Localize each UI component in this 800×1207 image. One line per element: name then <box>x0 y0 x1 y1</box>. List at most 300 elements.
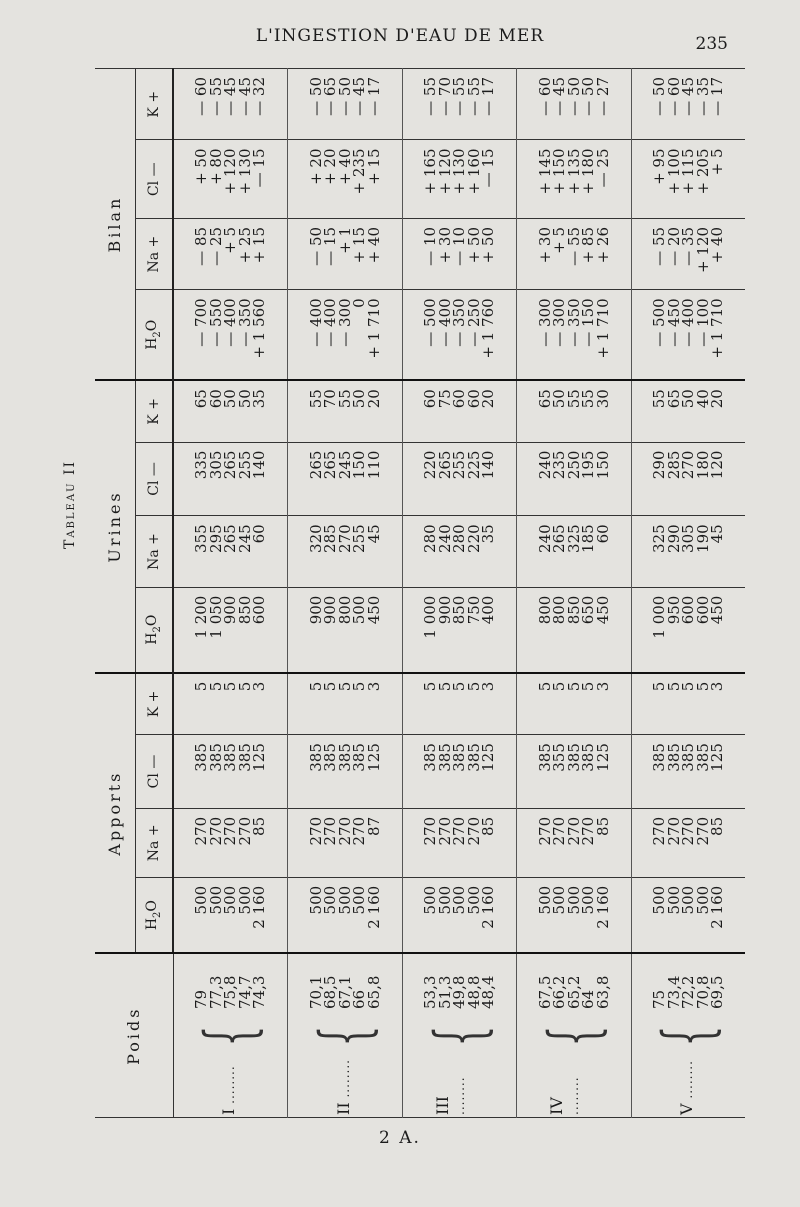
cell-value: 270 <box>550 816 569 846</box>
table-row <box>288 69 402 1118</box>
cell-value: 5 <box>306 681 325 692</box>
cell-value: 500 <box>535 885 554 915</box>
cell-value: 50 <box>350 389 369 409</box>
cell-value: — 55 <box>421 77 440 116</box>
urines-cl-cell <box>402 442 516 516</box>
urines-cl-cell <box>631 442 745 516</box>
poids-value: 48,4 <box>479 975 498 1009</box>
bilan-na-cell <box>631 218 745 289</box>
cell-value: 5 <box>564 681 583 692</box>
cell-value: — 25 <box>206 226 225 266</box>
cell-value: — 50 <box>306 77 325 116</box>
cell-value: — 45 <box>235 77 254 116</box>
cell-value: 20 <box>479 389 498 409</box>
cell-value: + 30 <box>535 226 554 264</box>
cell-value: 1 000 <box>650 595 669 639</box>
cell-value: + 1 710 <box>708 298 727 359</box>
cell-value: + 180 <box>579 148 598 195</box>
cell-value: 270 <box>564 816 583 846</box>
cell-value: 5 <box>464 681 483 692</box>
cell-value: 55 <box>306 389 325 409</box>
cell-value: 125 <box>708 743 727 772</box>
apports-k-cell <box>288 673 402 735</box>
cell-value: 265 <box>306 450 325 480</box>
cell-value: 500 <box>192 885 211 915</box>
cell-value: 55 <box>564 389 583 409</box>
cell-value: 265 <box>435 450 454 480</box>
poids-value: 72,2 <box>679 975 698 1009</box>
cell-value: 385 <box>664 743 683 772</box>
apports-cl-cell <box>288 735 402 809</box>
cell-value: + 50 <box>479 226 498 264</box>
bilan-na-cell <box>402 218 516 289</box>
cell-value: 120 <box>708 450 727 480</box>
cell-value: + 15 <box>350 226 369 264</box>
cell-value: 270 <box>435 816 454 846</box>
cell-value: 2 160 <box>593 885 612 929</box>
cell-value: — 150 <box>579 298 598 347</box>
cell-value: — 17 <box>364 77 383 116</box>
cell-value: 500 <box>221 885 240 915</box>
cell-value: — 55 <box>464 77 483 116</box>
cell-value: 270 <box>350 816 369 846</box>
cell-value: 20 <box>364 389 383 409</box>
cell-value: 55 <box>579 389 598 409</box>
bilan-na-cell <box>173 218 288 289</box>
cell-value: 900 <box>221 595 240 625</box>
cell-value: — 27 <box>593 77 612 116</box>
bilan-h2o-cell <box>402 290 516 380</box>
cell-value: 65 <box>664 389 683 409</box>
poids-value: 77,3 <box>206 975 225 1009</box>
cell-value: 270 <box>206 816 225 846</box>
cell-value: 500 <box>664 885 683 915</box>
cell-value: — 300 <box>550 298 569 347</box>
cell-value: — 35 <box>679 226 698 266</box>
apports-cl-cell <box>402 735 516 809</box>
cell-value: + 1 <box>335 226 354 254</box>
brace-icon: { <box>420 1025 498 1047</box>
cell-value: + 130 <box>235 148 254 195</box>
cell-value: 270 <box>450 816 469 846</box>
poids-value: 70,1 <box>306 975 325 1009</box>
cell-value: 50 <box>235 389 254 409</box>
cell-value: 650 <box>579 595 598 625</box>
poids-cell <box>173 953 288 1117</box>
bilan-k-cell <box>517 69 631 140</box>
cell-value: — 15 <box>250 148 269 188</box>
cell-value: 50 <box>679 389 698 409</box>
cell-value: + 135 <box>564 148 583 195</box>
cell-value: 500 <box>679 885 698 915</box>
cell-value: 385 <box>579 743 598 772</box>
cell-value: + 15 <box>364 148 383 185</box>
apports-header: Apports <box>95 673 136 954</box>
cell-value: — 45 <box>221 77 240 116</box>
cell-value: 5 <box>206 681 225 692</box>
cell-value: 270 <box>679 450 698 480</box>
leader-dots: ........ <box>338 1059 353 1103</box>
apports-k-cell <box>402 673 516 735</box>
cell-value: 270 <box>650 816 669 846</box>
cell-value: 900 <box>435 595 454 625</box>
cell-value: 60 <box>206 389 225 409</box>
bilan-na-cell <box>288 218 402 289</box>
cell-value: — 400 <box>306 298 325 347</box>
cell-value: 240 <box>435 524 454 553</box>
cell-value: 270 <box>421 816 440 846</box>
cell-value: 320 <box>306 524 325 553</box>
bilan-header: Bilan <box>95 69 136 381</box>
urines-h2o-cell <box>173 587 288 673</box>
cell-value: 270 <box>192 816 211 846</box>
cell-value: — 300 <box>335 298 354 347</box>
cell-value: + 1 560 <box>250 298 269 359</box>
cell-value: 385 <box>421 743 440 772</box>
cell-value: + 40 <box>364 226 383 264</box>
urines-na-cell <box>288 516 402 587</box>
cell-value: 850 <box>564 595 583 625</box>
cell-value: + 20 <box>321 148 340 185</box>
leader-dots: ........ <box>452 1076 467 1115</box>
apports-k-cell <box>631 673 745 735</box>
cell-value: 285 <box>664 450 683 480</box>
cell-value: 290 <box>664 524 683 553</box>
cell-value: 60 <box>464 389 483 409</box>
cell-value: 500 <box>350 595 369 625</box>
cell-value: 140 <box>479 450 498 480</box>
cell-value: — 45 <box>679 77 698 116</box>
cell-value: — 45 <box>550 77 569 116</box>
poids-value: 70,8 <box>693 975 712 1009</box>
urines-h2o-cell <box>517 587 631 673</box>
cell-value: + 130 <box>450 148 469 195</box>
urines-header: Urines <box>95 380 136 673</box>
cell-value: — 50 <box>306 226 325 266</box>
table-row <box>517 69 631 1118</box>
cell-value: + 25 <box>235 226 254 264</box>
apports-na-cell <box>631 808 745 877</box>
cell-value: 500 <box>693 885 712 915</box>
cell-value: + 1 710 <box>593 298 612 359</box>
bilan-cl-cell <box>402 140 516 218</box>
cell-value: 125 <box>250 743 269 772</box>
bilan-cl-cell <box>517 140 631 218</box>
cell-value: 2 160 <box>479 885 498 929</box>
subject-numeral: II <box>334 1102 354 1115</box>
cell-value: 305 <box>206 450 225 480</box>
brace-icon: { <box>191 1025 269 1047</box>
cell-value: — 17 <box>479 77 498 116</box>
bilan-na-cell <box>517 218 631 289</box>
cell-value: 385 <box>450 743 469 772</box>
cell-value: 5 <box>221 681 240 692</box>
poids-value: 67,1 <box>335 975 354 1009</box>
cell-value: + 160 <box>464 148 483 195</box>
cell-value: 5 <box>693 681 712 692</box>
cell-value: 75 <box>435 389 454 409</box>
cell-value: 150 <box>593 450 612 480</box>
cell-value: 60 <box>421 389 440 409</box>
cell-value: 3 <box>250 681 269 692</box>
cell-value: 255 <box>450 450 469 480</box>
poids-value: 68,5 <box>321 975 340 1009</box>
cell-value: — 400 <box>435 298 454 347</box>
urines-cl-cell <box>173 442 288 516</box>
cell-value: 265 <box>321 450 340 480</box>
cell-value: 500 <box>306 885 325 915</box>
cell-value: 385 <box>679 743 698 772</box>
cell-value: 5 <box>235 681 254 692</box>
cell-value: 60 <box>593 524 612 544</box>
cell-value: 30 <box>593 389 612 409</box>
cell-value: — 60 <box>192 77 211 116</box>
cell-value: 5 <box>664 681 683 692</box>
poids-values <box>423 970 496 1009</box>
cell-value: 5 <box>535 681 554 692</box>
cell-value: 500 <box>564 885 583 915</box>
bilan-h2o-header: $H_2O$ <box>136 290 174 380</box>
cell-value: 500 <box>350 885 369 915</box>
apports-k-header: K + <box>136 673 174 735</box>
cell-value: 255 <box>350 524 369 553</box>
cell-value: — 400 <box>679 298 698 347</box>
cell-value: 850 <box>450 595 469 625</box>
cell-value: 235 <box>550 450 569 480</box>
cell-value: 5 <box>350 681 369 692</box>
apports-na-cell <box>173 808 288 877</box>
page-number: 235 <box>695 34 728 54</box>
cell-value: 385 <box>306 743 325 772</box>
cell-value: + 80 <box>206 148 225 185</box>
cell-value: — 250 <box>464 298 483 347</box>
poids-value: 65,8 <box>364 975 383 1009</box>
cell-value: + 150 <box>550 148 569 195</box>
cell-value: 5 <box>550 681 569 692</box>
cell-value: 355 <box>192 524 211 553</box>
cell-value: 270 <box>235 816 254 846</box>
cell-value: 285 <box>321 524 340 553</box>
apports-h2o-header: $H_2O$ <box>136 877 174 953</box>
cell-value: + 115 <box>679 148 698 195</box>
cell-value: — 400 <box>221 298 240 347</box>
table-row <box>173 69 288 1118</box>
urines-cl-header: Cl — <box>136 442 174 516</box>
cell-value: + 1 760 <box>479 298 498 359</box>
cell-value: 280 <box>450 524 469 553</box>
cell-value: 385 <box>564 743 583 772</box>
cell-value: 800 <box>335 595 354 625</box>
cell-value: 65 <box>535 389 554 409</box>
cell-value: 220 <box>421 450 440 480</box>
cell-value: — 55 <box>206 77 225 116</box>
signature-mark: 2 A. <box>379 1128 421 1148</box>
cell-value: 265 <box>221 524 240 553</box>
cell-value: 270 <box>535 816 554 846</box>
cell-value: 35 <box>479 524 498 544</box>
poids-value: 67,5 <box>535 975 554 1009</box>
cell-value: + 100 <box>664 148 683 195</box>
cell-value: 20 <box>708 389 727 409</box>
bilan-h2o-cell <box>173 290 288 380</box>
cell-value: — 55 <box>450 77 469 116</box>
cell-value: 600 <box>693 595 712 625</box>
table-row <box>402 69 516 1118</box>
cell-value: 325 <box>650 524 669 553</box>
cell-value: 385 <box>435 743 454 772</box>
cell-value: 245 <box>235 524 254 553</box>
urines-k-cell <box>517 380 631 442</box>
cell-value: 270 <box>679 816 698 846</box>
cell-value: 0 <box>350 298 369 308</box>
cell-value: 5 <box>421 681 440 692</box>
urines-h2o-cell <box>402 587 516 673</box>
cell-value: 500 <box>206 885 225 915</box>
cell-value: + 1 710 <box>364 298 383 359</box>
cell-value: + 120 <box>221 148 240 195</box>
table-row <box>631 69 745 1118</box>
cell-value: — 55 <box>650 226 669 266</box>
cell-value: 270 <box>321 816 340 846</box>
cell-value: 2 160 <box>708 885 727 929</box>
cell-value: 240 <box>535 524 554 553</box>
apports-k-cell <box>517 673 631 735</box>
cell-value: 1 200 <box>192 595 211 639</box>
cell-value: 385 <box>192 743 211 772</box>
cell-value: 385 <box>235 743 254 772</box>
cell-value: 125 <box>479 743 498 772</box>
urines-na-header: Na + <box>136 516 174 587</box>
cell-value: + 15 <box>250 226 269 264</box>
table-title: Tableau II <box>62 459 78 549</box>
cell-value: + 50 <box>464 226 483 264</box>
cell-value: 270 <box>221 816 240 846</box>
cell-value: 125 <box>364 743 383 772</box>
cell-value: — 15 <box>479 148 498 188</box>
cell-value: + 235 <box>350 148 369 195</box>
cell-value: 385 <box>464 743 483 772</box>
cell-value: — 450 <box>664 298 683 347</box>
apports-cl-header: Cl — <box>136 735 174 809</box>
cell-value: — 85 <box>192 226 211 266</box>
apports-k-cell <box>173 673 288 735</box>
subject-numeral: V <box>677 1103 697 1115</box>
apports-h2o-cell <box>517 877 631 953</box>
cell-value: — 350 <box>450 298 469 347</box>
cell-value: 800 <box>550 595 569 625</box>
cell-value: 190 <box>693 524 712 553</box>
urines-h2o-header: $H_2O$ <box>136 587 174 673</box>
cell-value: 40 <box>693 389 712 409</box>
leader-dots: ........ <box>223 1065 238 1109</box>
cell-value: 280 <box>421 524 440 553</box>
cell-value: 5 <box>650 681 669 692</box>
cell-value: 1 000 <box>421 595 440 639</box>
subject-numeral: IV <box>546 1097 566 1115</box>
cell-value: 385 <box>650 743 669 772</box>
cell-value: + 30 <box>435 226 454 264</box>
bilan-k-header: K + <box>136 69 174 140</box>
urines-na-cell <box>402 516 516 587</box>
cell-value: 850 <box>235 595 254 625</box>
cell-value: 5 <box>192 681 211 692</box>
cell-value: — 55 <box>564 226 583 266</box>
cell-value: 500 <box>464 885 483 915</box>
subject-label <box>221 1057 237 1115</box>
cell-value: 5 <box>450 681 469 692</box>
cell-value: 150 <box>350 450 369 480</box>
bilan-h2o-cell <box>517 290 631 380</box>
poids-value: 51,3 <box>435 975 454 1009</box>
cell-value: — 50 <box>335 77 354 116</box>
cell-value: 500 <box>335 885 354 915</box>
cell-value: 500 <box>321 885 340 915</box>
brace-icon: { <box>649 1025 727 1047</box>
urines-k-cell <box>631 380 745 442</box>
bilan-k-cell <box>631 69 745 140</box>
cell-value: 55 <box>650 389 669 409</box>
apports-h2o-cell <box>288 877 402 953</box>
bilan-na-header: Na + <box>136 218 174 289</box>
cell-value: 35 <box>250 389 269 409</box>
cell-value: — 100 <box>693 298 712 347</box>
cell-value: 3 <box>479 681 498 692</box>
cell-value: 70 <box>321 389 340 409</box>
cell-value: 385 <box>693 743 712 772</box>
cell-value: 295 <box>206 524 225 553</box>
poids-values <box>535 970 612 1009</box>
cell-value: — 300 <box>535 298 554 347</box>
cell-value: 600 <box>679 595 698 625</box>
cell-value: 2 160 <box>364 885 383 929</box>
poids-value: 66 <box>350 989 369 1009</box>
cell-value: 220 <box>464 524 483 553</box>
cell-value: + 205 <box>693 148 712 195</box>
cell-value: 500 <box>421 885 440 915</box>
poids-value: 63,8 <box>593 975 612 1009</box>
urines-na-cell <box>631 516 745 587</box>
poids-values <box>194 970 267 1009</box>
cell-value: 270 <box>664 816 683 846</box>
urines-h2o-cell <box>631 587 745 673</box>
cell-value: 335 <box>192 450 211 480</box>
urines-k-cell <box>173 380 288 442</box>
cell-value: + 5 <box>221 226 240 254</box>
poids-value: 74,7 <box>235 975 254 1009</box>
cell-value: — 350 <box>564 298 583 347</box>
poids-values <box>306 970 383 1009</box>
cell-value: 180 <box>693 450 712 480</box>
cell-value: 750 <box>464 595 483 625</box>
leader-dots: ........ <box>566 1076 581 1115</box>
urines-na-cell <box>517 516 631 587</box>
cell-value: — 25 <box>593 148 612 188</box>
poids-value: 73,4 <box>664 975 683 1009</box>
poids-cell <box>631 953 745 1117</box>
poids-value: 75,8 <box>221 975 240 1009</box>
urines-cl-cell <box>517 442 631 516</box>
cell-value: + 40 <box>708 226 727 264</box>
running-title: L'INGESTION D'EAU DE MER <box>255 26 545 46</box>
urines-na-cell <box>173 516 288 587</box>
cell-value: 500 <box>550 885 569 915</box>
leader-dots: ........ <box>681 1060 696 1104</box>
bilan-k-cell <box>402 69 516 140</box>
cell-value: 270 <box>693 816 712 846</box>
urines-k-cell <box>288 380 402 442</box>
cell-value: 270 <box>335 816 354 846</box>
cell-value: 385 <box>350 743 369 772</box>
